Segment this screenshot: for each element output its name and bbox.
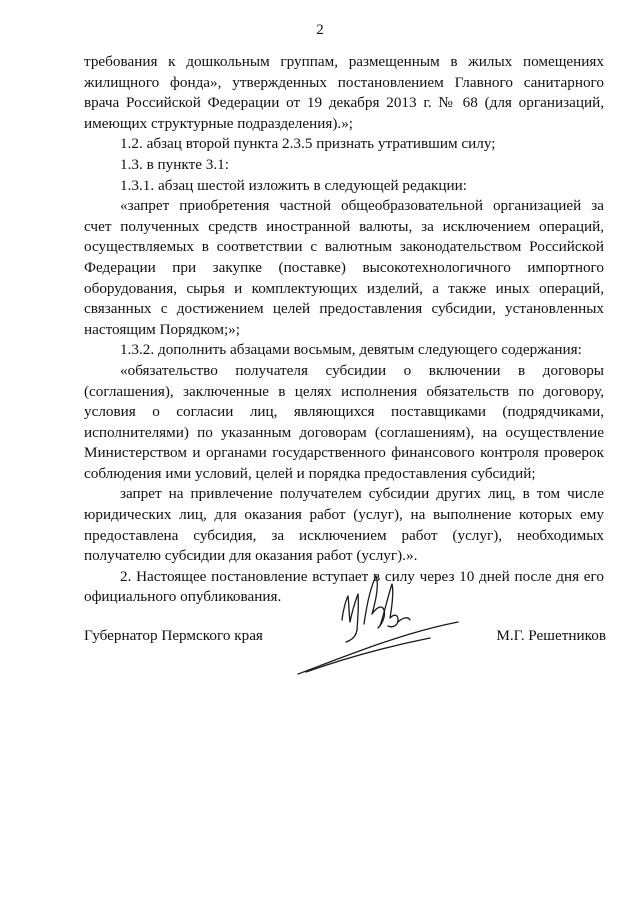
paragraph-2-effective: 2. Настоящее постановление вступает в силу через 10 дней после дня его официального опубликования. <box>84 567 604 606</box>
handwritten-signature <box>280 570 470 680</box>
paragraph-ban-third-parties: запрет на привлечение получателем субсидии других лиц, в том числе юридических лиц, для оказания работ (услуг), на выполнение которых ему предоставлена субсидия, за исключением работ (услуг), необходимых получателю субсидии для оказания работ (услуг).». <box>84 485 604 565</box>
paragraph-1-3-1: 1.3.1. абзац шестой изложить в следующей редакции: <box>120 176 467 194</box>
signatory-name: М.Г. Решетников <box>496 627 606 644</box>
page-number: 2 <box>316 22 324 38</box>
paragraph-continuation: требования к дошкольным группам, размещенным в жилых помещениях жилищного фонда», утвержденных постановлением Главного санитарного врача Российской Федерации от 19 декабря 2013 г. № 68 (для организаций, имеющих структурные подразделения).»; <box>84 53 604 132</box>
signatory-position: Губернатор Пермского края <box>84 627 263 644</box>
paragraph-1-3: 1.3. в пункте 3.1: <box>120 155 229 173</box>
paragraph-quote-ban-currency: «запрет приобретения частной общеобразовательной организацией за счет полученных средств иностранной валюты, за исключением операций, осуществляемых в соответствии с валютным законодательством Российской Федерации при закупке (поставке) высокотехнологичного импортного оборудования, сырья и комплектующих изделий, а также иных операций, связанных с достижением целей предоставления субсидии, установленных настоящим Порядком;»; <box>84 197 604 338</box>
paragraph-1-2: 1.2. абзац второй пункта 2.3.5 признать утратившим силу; <box>120 135 496 153</box>
paragraph-quote-obligation: «обязательство получателя субсидии о включении в договоры (соглашения), заключенные в целях исполнения обязательств по договору, условия о согласии лиц, являющихся поставщиками (подрядчиками, исполнителями) по указанным договорам (соглашениям), на осуществление Министерством и органами государственного финансового контроля проверок соблюдения ими условий, целей и порядка предоставления субсидий; <box>84 361 604 482</box>
document-body <box>84 52 604 608</box>
paragraph-1-3-2: 1.3.2. дополнить абзацами восьмым, девятым следующего содержания: <box>120 341 582 359</box>
